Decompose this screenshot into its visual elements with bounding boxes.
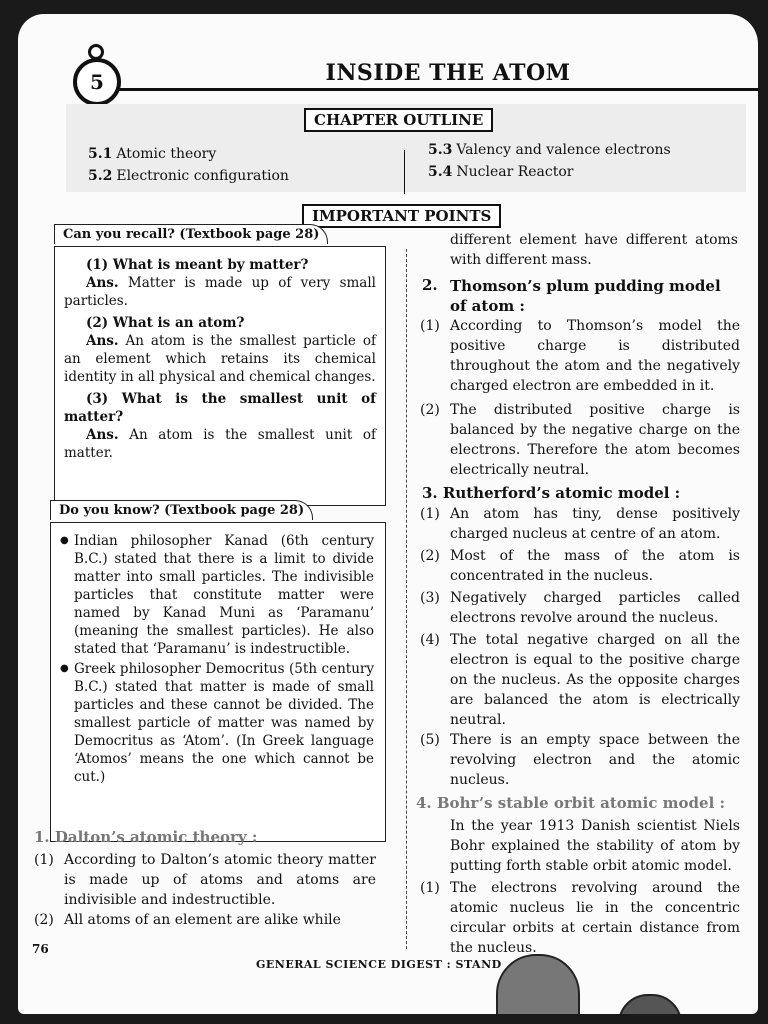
know-tab: Do you know? (Textbook page 28) xyxy=(50,500,313,520)
bohr-intro: In the year 1913 Danish scientist Niels Bohr explained the stability of atom by putting forth stable orbit atomic model. xyxy=(450,818,740,874)
know-bullets xyxy=(60,532,374,788)
rutherford-item: (5) There is an empty space between the revolving electron and the atomic nucleus. xyxy=(420,732,740,788)
rutherford-heading: 3. Rutherford’s atomic model : xyxy=(422,484,681,502)
outline-item: 5.1 Atomic theory xyxy=(88,146,217,162)
rutherford-item: (1) An atom has tiny, dense positively charged nucleus at centre of an atom. xyxy=(420,506,740,542)
header-rule xyxy=(113,88,758,91)
rutherford-item: (2) Most of the mass of the atom is concentrated in the nucleus. xyxy=(420,548,740,584)
question: (3) What is the smallest unit of matter? xyxy=(64,391,376,425)
thomson-heading: Thomson’s plum pudding model of atom : xyxy=(450,277,721,315)
bullet-item: ● Greek philosopher Democritus (5th century B.C.) stated that matter is made of small particles and these cannot be divided. The smallest particle of matter was named by Democritus as ‘Atom’. (In Greek language ‘Atomos’ means the one which cannot be cut.) xyxy=(60,660,374,786)
important-points-heading: IMPORTANT POINTS xyxy=(302,204,501,228)
recall-tab: Can you recall? (Textbook page 28) xyxy=(54,224,328,244)
recall-qa xyxy=(64,256,376,466)
chapter-title: INSIDE THE ATOM xyxy=(325,60,571,86)
thumb-shadow xyxy=(618,994,682,1014)
outline-item: 5.4 Nuclear Reactor xyxy=(428,164,574,180)
rutherford-item: (4) The total negative charged on all the electron is equal to the positive charge on the nucleus. As the opposite charges are balanced the atom is electrically neutral. xyxy=(420,632,740,728)
book-page xyxy=(18,14,758,1014)
thumb-shadow xyxy=(496,954,580,1014)
question: (2) What is an atom? xyxy=(86,315,245,331)
column-divider xyxy=(406,249,407,949)
thomson-heading-num: 2. xyxy=(422,276,438,294)
bohr-heading: 4. Bohr’s stable orbit atomic model : xyxy=(416,794,726,812)
continued-text: different element have different atoms with different mass. xyxy=(450,232,738,268)
dalton-item: (1) According to Dalton’s atomic theory matter is made up of atoms and atoms are indivisible and indestructible. xyxy=(34,852,376,908)
bohr-item: (1) The electrons revolving around the atomic nucleus lie in the concentric circular orbits at certain distance from the nucleus. xyxy=(420,880,740,956)
outline-item: 5.3 Valency and valence electrons xyxy=(428,142,671,158)
answer: Ans. Matter is made up of very small particles. xyxy=(64,275,376,309)
chapter-outline-heading: CHAPTER OUTLINE xyxy=(304,108,493,132)
thomson-item: (2) The distributed positive charge is balanced by the negative charge on the electrons. Therefore the atom becomes electrically neutral. xyxy=(420,402,740,478)
thomson-item: (1) According to Thomson’s model the positive charge is distributed throughout the atom and the negatively charged electron are embedded in it. xyxy=(420,318,740,394)
answer: Ans. An atom is the smallest particle of an element which retains its chemical identity in all physical and chemical changes. xyxy=(64,333,376,385)
running-footer: GENERAL SCIENCE DIGEST : STAND xyxy=(256,958,502,971)
outline-divider xyxy=(404,150,405,194)
dalton-item: (2) All atoms of an element are alike while xyxy=(34,912,341,928)
answer: Ans. An atom is the smallest unit of matter. xyxy=(64,427,376,461)
chapter-number: 5 xyxy=(73,58,121,106)
bullet-item: ● Indian philosopher Kanad (6th century B.C.) stated that there is a limit to divide matter into small particles. The indivisible particles that constitute matter were named by Kanad Muni as ‘Paramanu’ (meaning the smallest particles). He also stated that ‘Paramanu’ is indestructible. xyxy=(60,532,374,658)
page-number: 76 xyxy=(32,942,49,956)
outline-item: 5.2 Electronic configuration xyxy=(88,168,289,184)
rutherford-item: (3) Negatively charged particles called electrons revolve around the nucleus. xyxy=(420,590,740,626)
dalton-heading: 1. Dalton’s atomic theory : xyxy=(34,828,258,846)
question: (1) What is meant by matter? xyxy=(86,257,309,273)
